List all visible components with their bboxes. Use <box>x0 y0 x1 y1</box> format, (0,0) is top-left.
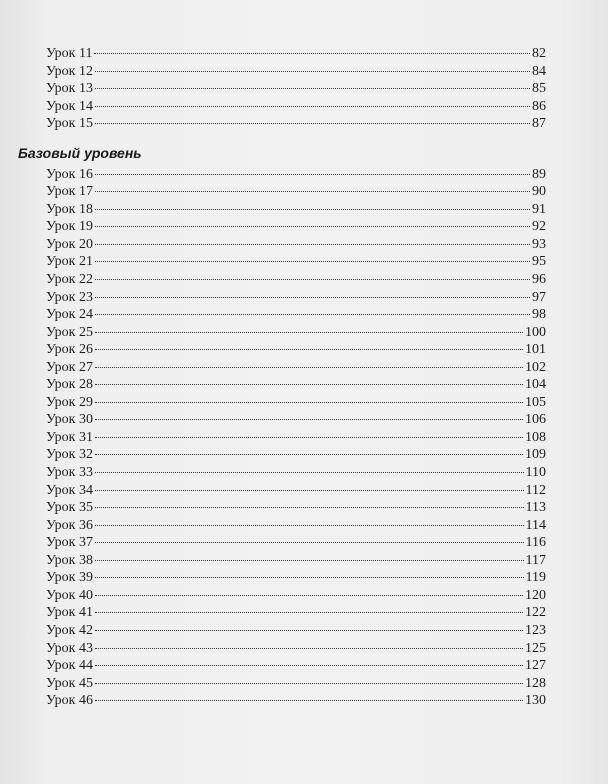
dot-leader <box>95 209 530 210</box>
toc-entry-page-number: 114 <box>525 517 546 533</box>
toc-entry-label: Урок 14 <box>46 98 93 114</box>
dot-leader <box>95 402 523 403</box>
toc-entry-label: Урок 43 <box>46 640 93 656</box>
toc-entry <box>46 411 546 429</box>
toc-group-after <box>46 166 546 710</box>
dot-leader <box>95 384 523 385</box>
toc-entry <box>46 45 546 63</box>
toc-entry-page-number: 101 <box>525 342 546 358</box>
toc-entry-page-number: 119 <box>525 570 546 586</box>
toc-entry-label: Урок 31 <box>46 429 93 445</box>
toc-entry-label: Урок 25 <box>46 324 93 340</box>
toc-entry-page-number: 123 <box>525 622 546 638</box>
toc-entry-page-number: 110 <box>525 465 546 481</box>
toc-entry <box>46 394 546 412</box>
dot-leader <box>95 174 530 175</box>
toc-entry-label: Урок 27 <box>46 359 93 375</box>
toc-entry-page-number: 130 <box>525 693 546 709</box>
toc-entry-page-number: 104 <box>525 377 546 393</box>
toc-entry-label: Урок 37 <box>46 535 93 551</box>
toc-entry-label: Урок 30 <box>46 412 93 428</box>
toc-entry-page-number: 95 <box>532 254 546 270</box>
dot-leader <box>95 454 523 455</box>
toc-entry <box>46 657 546 675</box>
dot-leader <box>95 71 530 72</box>
toc-entry-page-number: 117 <box>525 552 546 568</box>
dot-leader <box>95 700 523 701</box>
toc-entry-label: Урок 17 <box>46 184 93 200</box>
dot-leader <box>95 472 524 473</box>
toc-entry-label: Урок 29 <box>46 394 93 410</box>
toc-entry-label: Урок 45 <box>46 675 93 691</box>
toc-entry-page-number: 85 <box>532 81 546 97</box>
toc-entry-page-number: 87 <box>532 116 546 132</box>
toc-entry <box>46 271 546 289</box>
toc-entry-page-number: 91 <box>532 201 546 217</box>
toc-entry-page-number: 86 <box>532 98 546 114</box>
toc-entry <box>46 534 546 552</box>
toc-entry-label: Урок 13 <box>46 81 93 97</box>
toc-entry <box>46 80 546 98</box>
dot-leader <box>94 53 530 54</box>
dot-leader <box>95 419 523 420</box>
dot-leader <box>95 106 530 107</box>
dot-leader <box>95 683 523 684</box>
toc-entry <box>46 236 546 254</box>
toc-entry <box>46 569 546 587</box>
toc-entry-label: Урок 35 <box>46 500 93 516</box>
toc-entry-page-number: 125 <box>525 640 546 656</box>
toc-entry <box>46 341 546 359</box>
toc-entry <box>46 324 546 342</box>
toc-entry <box>46 640 546 658</box>
dot-leader <box>95 525 524 526</box>
toc-entry-label: Урок 23 <box>46 289 93 305</box>
toc-entry <box>46 289 546 307</box>
dot-leader <box>95 665 523 666</box>
toc-entry <box>46 464 546 482</box>
dot-leader <box>95 349 523 350</box>
toc-entry-label: Урок 16 <box>46 166 93 182</box>
toc-entry-label: Урок 28 <box>46 377 93 393</box>
toc-entry-page-number: 106 <box>525 412 546 428</box>
toc-entry-label: Урок 26 <box>46 342 93 358</box>
toc-entry-page-number: 89 <box>532 166 546 182</box>
dot-leader <box>95 490 524 491</box>
toc-entry <box>46 552 546 570</box>
dot-leader <box>95 261 530 262</box>
dot-leader <box>95 226 530 227</box>
dot-leader <box>95 437 523 438</box>
dot-leader <box>95 244 530 245</box>
dot-leader <box>95 191 530 192</box>
toc-entry <box>46 499 546 517</box>
toc-entry <box>46 253 546 271</box>
section-heading: Базовый уровень <box>18 144 142 161</box>
toc-entry <box>46 201 546 219</box>
toc-entry <box>46 376 546 394</box>
toc-entry <box>46 166 546 184</box>
dot-leader <box>95 314 530 315</box>
toc-entry-label: Урок 36 <box>46 517 93 533</box>
toc-entry-label: Урок 19 <box>46 219 93 235</box>
toc-entry-page-number: 97 <box>532 289 546 305</box>
toc-entry <box>46 517 546 535</box>
toc-entry-page-number: 105 <box>525 394 546 410</box>
dot-leader <box>95 560 524 561</box>
dot-leader <box>95 542 524 543</box>
toc-entry-page-number: 113 <box>525 500 546 516</box>
toc-entry <box>46 587 546 605</box>
toc-entry-label: Урок 41 <box>46 605 93 621</box>
toc-entry <box>46 446 546 464</box>
toc-entry-page-number: 82 <box>532 46 546 61</box>
toc-entry-page-number: 102 <box>525 359 546 375</box>
toc-entry <box>46 98 546 116</box>
toc-entry-label: Урок 12 <box>46 63 93 79</box>
toc-entry-page-number: 109 <box>525 447 546 463</box>
toc-entry-label: Урок 44 <box>46 658 93 674</box>
dot-leader <box>95 595 523 596</box>
toc-entry-label: Урок 39 <box>46 570 93 586</box>
toc-entry-page-number: 127 <box>525 658 546 674</box>
toc-entry-label: Урок 33 <box>46 465 93 481</box>
toc-entry-page-number: 108 <box>525 429 546 445</box>
toc-entry-label: Урок 32 <box>46 447 93 463</box>
toc-entry-page-number: 84 <box>532 63 546 79</box>
toc-entry-label: Урок 18 <box>46 201 93 217</box>
toc-entry <box>46 115 546 133</box>
toc-entry <box>46 604 546 622</box>
toc-entry-page-number: 100 <box>525 324 546 340</box>
dot-leader <box>95 507 524 508</box>
toc-entry-page-number: 120 <box>525 587 546 603</box>
toc-entry <box>46 63 546 81</box>
toc-entry-label: Урок 11 <box>46 46 93 61</box>
toc-entry <box>46 482 546 500</box>
toc-entry-label: Урок 38 <box>46 552 93 568</box>
toc-entry-label: Урок 42 <box>46 622 93 638</box>
toc-entry-label: Урок 34 <box>46 482 93 498</box>
toc-entry <box>46 675 546 693</box>
toc-entry <box>46 183 546 201</box>
toc-entry-page-number: 96 <box>532 272 546 288</box>
toc-entry-label: Урок 46 <box>46 693 93 709</box>
dot-leader <box>95 279 530 280</box>
toc-entry <box>46 218 546 236</box>
toc-entry <box>46 359 546 377</box>
toc-entry-page-number: 92 <box>532 219 546 235</box>
toc-entry-page-number: 93 <box>532 236 546 252</box>
dot-leader <box>95 612 523 613</box>
toc-entry-page-number: 122 <box>525 605 546 621</box>
dot-leader <box>95 332 523 333</box>
toc-entry <box>46 429 546 447</box>
toc-entry <box>46 622 546 640</box>
table-of-contents <box>18 45 546 710</box>
toc-entry-label: Урок 40 <box>46 587 93 603</box>
toc-entry-label: Урок 20 <box>46 236 93 252</box>
dot-leader <box>95 123 530 124</box>
dot-leader <box>95 367 523 368</box>
toc-entry-label: Урок 24 <box>46 307 93 323</box>
toc-entry <box>46 692 546 710</box>
toc-entry-page-number: 128 <box>525 675 546 691</box>
toc-entry-page-number: 90 <box>532 184 546 200</box>
dot-leader <box>95 577 524 578</box>
toc-entry-label: Урок 22 <box>46 272 93 288</box>
dot-leader <box>95 648 523 649</box>
toc-group-before <box>46 45 546 133</box>
toc-entry-page-number: 116 <box>525 535 546 551</box>
dot-leader <box>95 88 530 89</box>
toc-entry-label: Урок 21 <box>46 254 93 270</box>
toc-entry-label: Урок 15 <box>46 116 93 132</box>
dot-leader <box>95 297 530 298</box>
toc-entry-page-number: 112 <box>525 482 546 498</box>
dot-leader <box>95 630 523 631</box>
toc-entry <box>46 306 546 324</box>
toc-entry-page-number: 98 <box>532 307 546 323</box>
